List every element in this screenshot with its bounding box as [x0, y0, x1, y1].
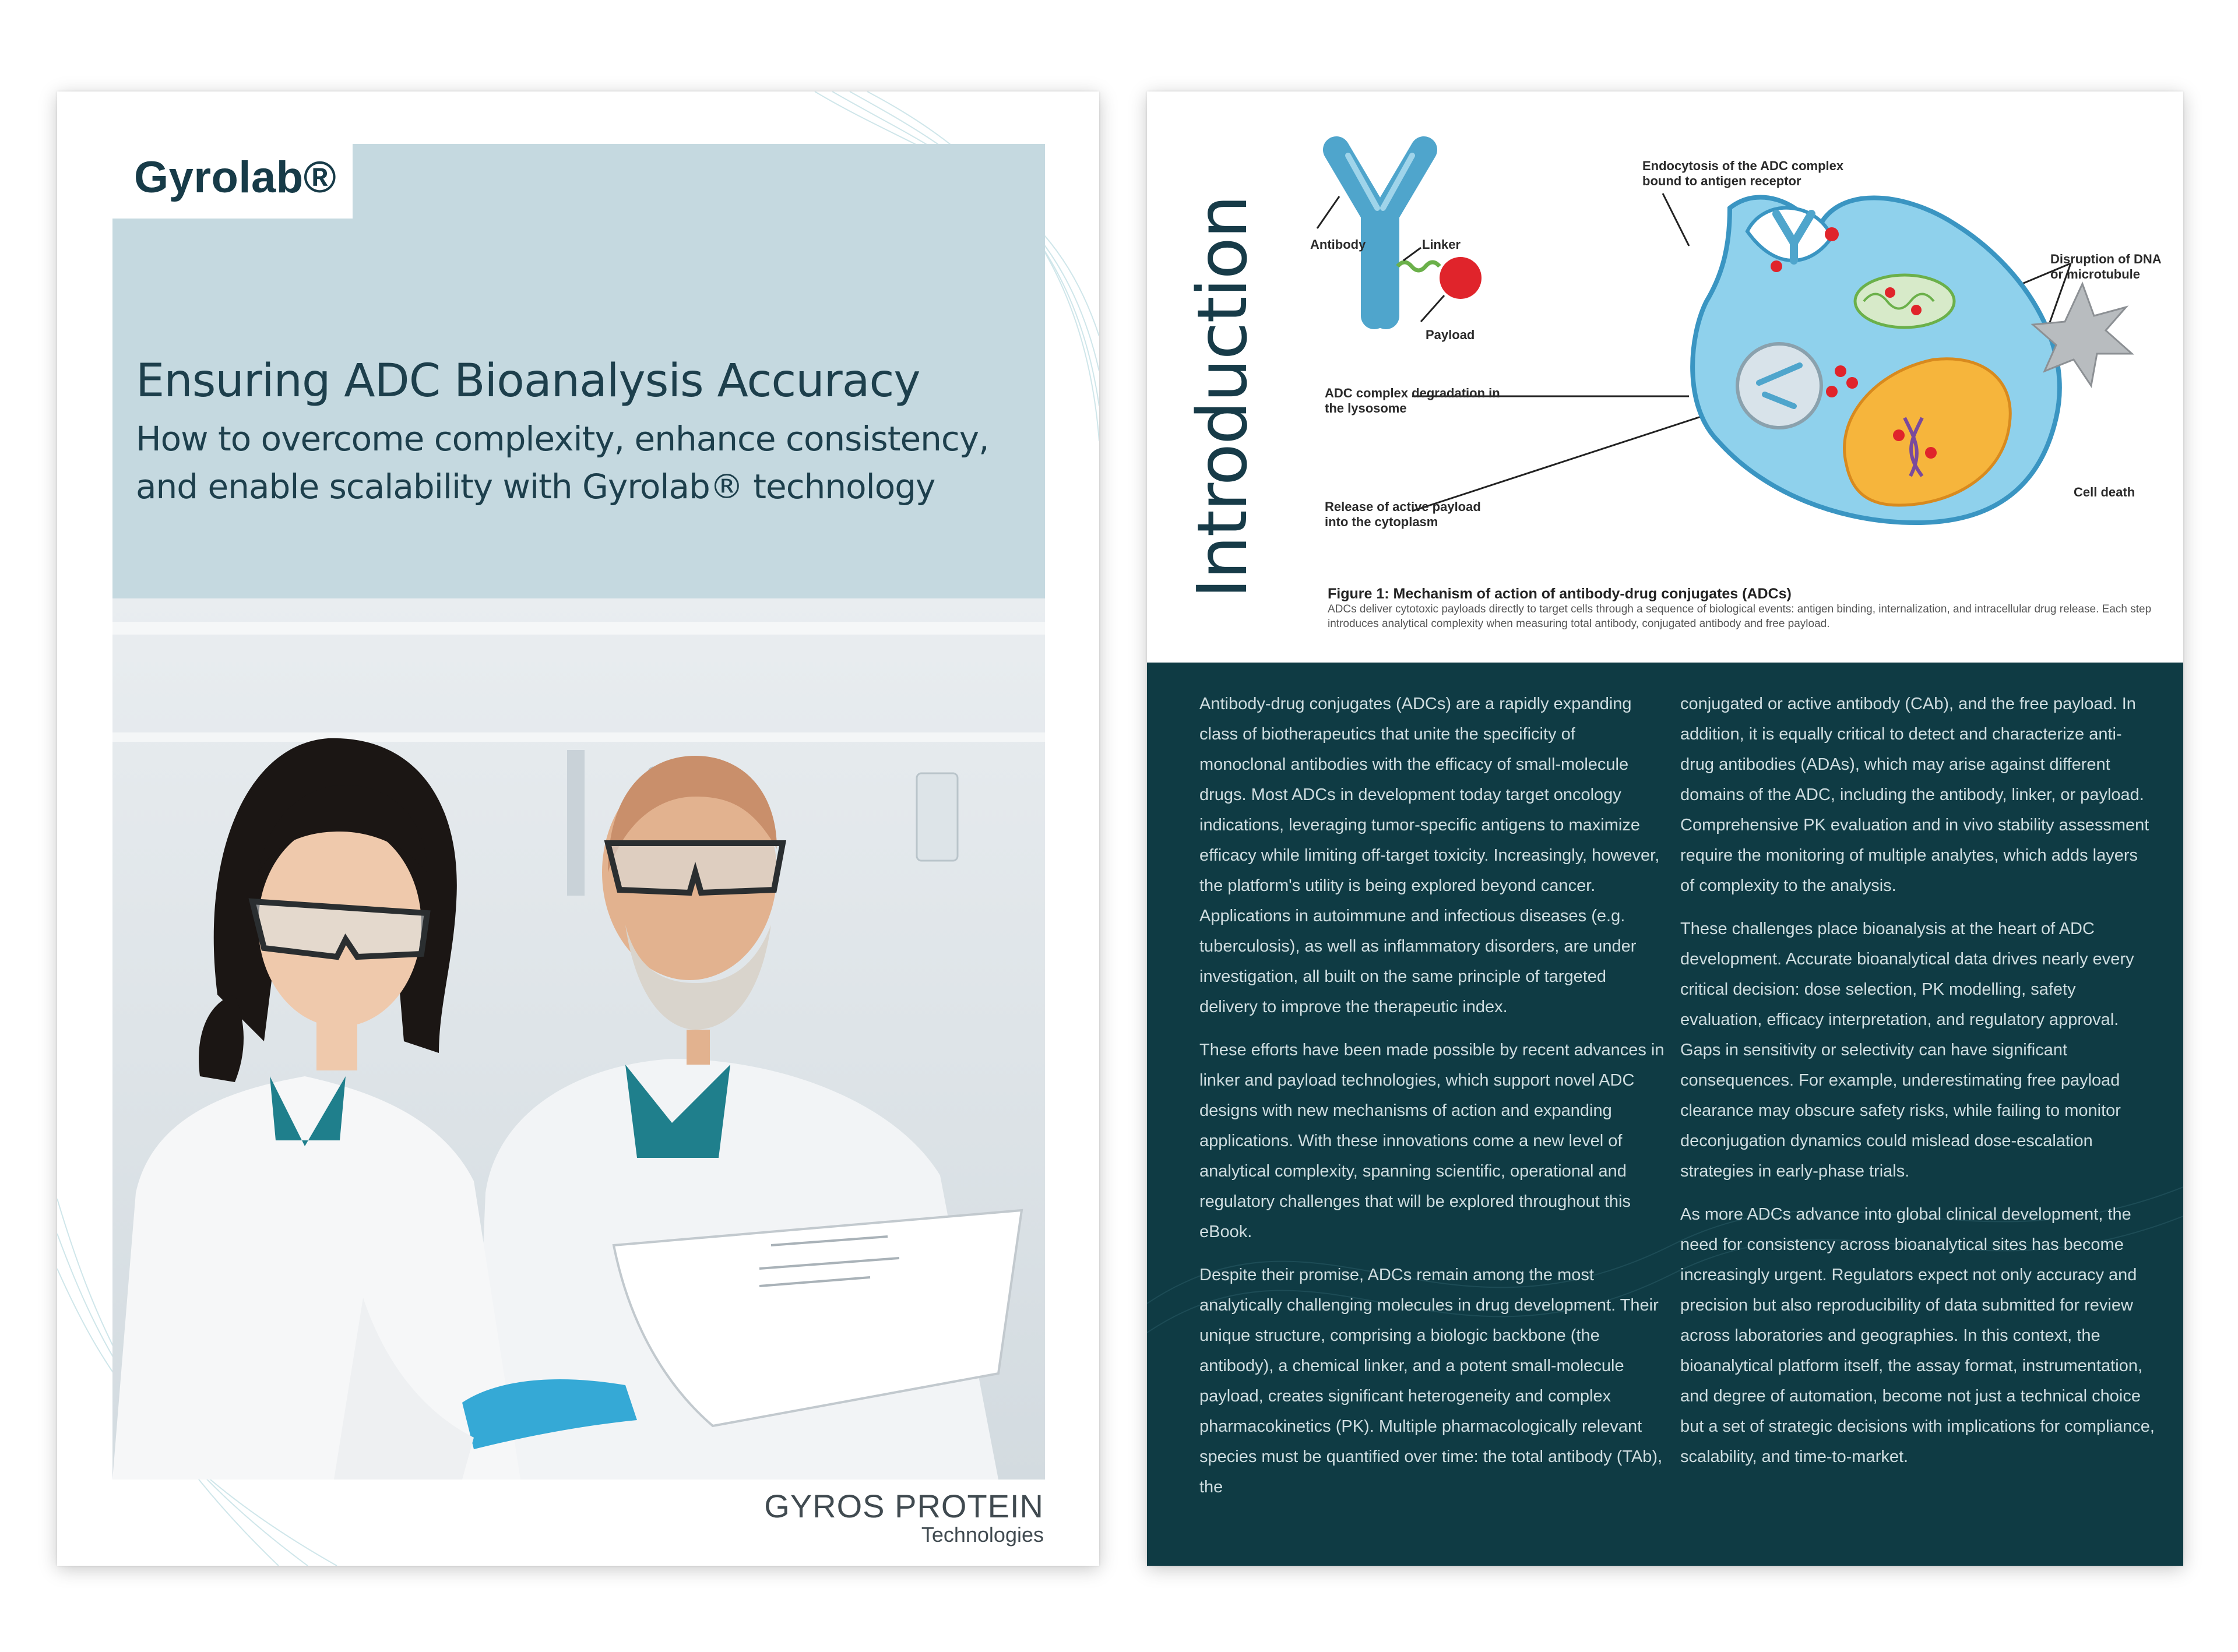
scientists-photo	[112, 598, 1045, 1480]
body-column-left	[1199, 689, 1666, 1515]
label-linker: Linker	[1422, 237, 1461, 252]
antibody-icon	[1336, 150, 1424, 316]
paragraph: conjugated or active antibody (CAb), and the free payload. In addition, it is equally critical to detect and characterize anti-drug antibodies (ADAs), which may arise against different domains of the ADC, including the antibody, linker, or payload. Comprehensive PK evaluation and in vivo stability assessment require the monitoring of multiple analytes, which adds layers of complexity to the analysis.	[1680, 695, 2149, 895]
figure-caption	[1328, 586, 2155, 631]
mitochondrion	[1855, 275, 1954, 327]
logo-line-1: GYROS PROTEIN	[764, 1488, 1044, 1524]
label-disruption: Disruption of DNA or microtubule	[2050, 252, 2161, 282]
paragraph: Despite their promise, ADCs remain among the most analytically challenging molecules in drug development. Their unique structure, comprising a biologic backbone (the antibody), a chemical linker, and a potent small-molecule payload, creates significant heterogeneity and complex pharmacokinetics (PK). Multiple pharmacologically relevant species must be quantified over time: the total antibody (TAb), the	[1199, 1266, 1663, 1496]
brand-name: Gyrolab®	[134, 153, 337, 202]
cover-title: Ensuring ADC Bioanalysis Accuracy	[136, 355, 920, 407]
introduction-page	[1147, 91, 2183, 1566]
label-degradation: ADC complex degradation in the lysosome	[1325, 386, 1500, 416]
logo-line-2: Technologies	[921, 1523, 1044, 1547]
cover-subtitle-line-2: and enable scalability with Gyrolab® technology	[136, 467, 935, 507]
section-heading: Introduction	[1182, 196, 1262, 598]
cover-subtitle-line-1: How to overcome complexity, enhance consistency,	[136, 419, 989, 459]
body-column-right	[1680, 689, 2155, 1485]
label-endocytosis: Endocytosis of the ADC complex bound to antigen receptor	[1642, 158, 1844, 189]
gyros-protein-logo	[764, 1490, 1044, 1547]
label-release: Release of active payload into the cytoplasm	[1325, 499, 1481, 530]
label-payload: Payload	[1426, 327, 1475, 342]
linker-icon	[1398, 262, 1440, 270]
label-cell-death: Cell death	[2074, 485, 2135, 499]
paragraph: These efforts have been made possible by recent advances in linker and payload technologies, which support novel ADC designs with new mechanisms of action and expanding applications. With these innovations come a new level of analytical complexity, spanning scientific, operational and regulatory challenges that will be explored throughout this eBook.	[1199, 1041, 1665, 1241]
cover-page	[57, 91, 1099, 1566]
payload-icon	[1440, 257, 1482, 299]
label-antibody: Antibody	[1310, 237, 1366, 252]
paragraph: Antibody-drug conjugates (ADCs) are a rapidly expanding class of biotherapeutics that unite the specificity of monoclonal antibodies with the efficacy of small-molecule drugs. Most ADCs in development today target oncology indications, leveraging tumor-specific antigens to maximize efficacy while limiting off-target toxicity. Increasingly, however, the platform's utility is being explored beyond cancer. Applications in autoimmune and infectious diseases (e.g. tuberculosis), as well as inflammatory disorders, are under investigation, all built on the same principle of targeted delivery to improve the therapeutic index.	[1199, 695, 1660, 1016]
paragraph: As more ADCs advance into global clinical development, the need for consistency across bioanalytical sites has become increasingly urgent. Regulators expect not only accuracy and precision but also reproducibility of data submitted for review across laboratories and geographies. In this context, the bioanalytical platform itself, the assay format, instrumentation, and degree of automation, become not just a technical choice but a set of strategic decisions with implications for compliance, scalability, and time-to-market.	[1680, 1205, 2155, 1466]
cell-death-icon	[2033, 284, 2132, 386]
figure-caption-title: Figure 1: Mechanism of action of antibody-drug conjugates (ADCs)	[1328, 586, 1792, 602]
cover-subtitle	[136, 415, 1039, 511]
paragraph: These challenges place bioanalysis at the heart of ADC development. Accurate bioanalytical data drives nearly every critical decision: dose selection, PK modelling, safety evaluation, efficacy interpretation, and regulatory approval. Gaps in sensitivity or selectivity can have significant consequences. For example, underestimating free payload clearance may obscure safety risks, while failing to monitor deconjugation dynamics could mislead dose-escalation strategies in early-phase trials.	[1680, 920, 2134, 1181]
figure-caption-text: ADCs deliver cytotoxic payloads directly to target cells through a sequence of biological events: antigen binding, internalization, and intracellular drug release. Each step introduces analytical complexity when measuring total antibody, conjugated antibody and free payload.	[1328, 603, 2152, 630]
lysosome	[1737, 344, 1821, 428]
